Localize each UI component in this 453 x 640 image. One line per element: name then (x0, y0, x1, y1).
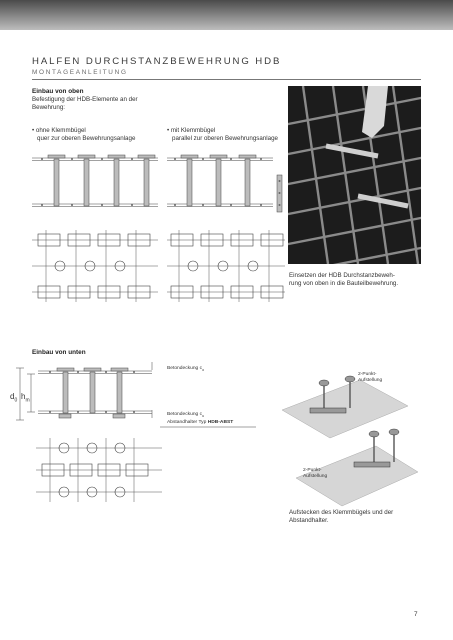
caption-bottom (289, 509, 393, 526)
installation-photo (288, 86, 421, 264)
spacer-leader-line (160, 426, 260, 428)
drawing-plan-left (32, 230, 158, 302)
drawing-elevation-right (167, 150, 293, 215)
option-right (167, 127, 278, 144)
drawing-plan-bottom (36, 438, 162, 502)
dim-inner-subscript: m (25, 397, 30, 404)
option-left-line-1: • ohne Klemmbügel (32, 127, 86, 134)
label-2point-top (358, 372, 382, 384)
photo-caption-line-1: Einsetzen der HDB Durchstanzbeweh- (289, 272, 395, 279)
page-subtitle: MONTAGEANLEITUNG (32, 69, 128, 76)
dim-outer-subscript: 0 (14, 397, 18, 404)
label-spacer-prefix: Abstandhalter Typ (167, 420, 208, 425)
drawing-elevation-bottom (6, 362, 162, 422)
label-cover-bottom-subscript: u (202, 413, 205, 418)
label-cover-top-text: Betondeckung c (167, 366, 203, 371)
label-spacer-type: HDB-ABST (207, 420, 234, 425)
label-cover-bottom (167, 412, 204, 419)
dim-outer-symbol: d (10, 392, 15, 401)
photo-caption-line-2: rung von oben in die Bauteilbewehrung. (289, 280, 399, 288)
drawing-elevation-left (32, 150, 158, 215)
label-2point-bottom-line-2: Aufstellung (303, 474, 328, 479)
option-left (32, 127, 135, 144)
option-right-line-1: • mit Klemmbügel (167, 127, 216, 134)
section-heading-top: Einbau von oben (32, 88, 84, 95)
page-number: 7 (414, 611, 418, 618)
caption-bottom-line-1: Aufstecken des Klemmbügels und der (289, 509, 394, 516)
label-cover-bottom-text: Betondeckung c (167, 412, 203, 417)
drawing-plan-right (167, 230, 293, 302)
label-cover-top-subscript: o (202, 367, 205, 372)
section-intro (32, 96, 138, 113)
caption-bottom-line-2: Abstandhalter. (289, 517, 329, 525)
title-rule (32, 79, 421, 80)
header-bar (0, 0, 453, 30)
option-right-line-2: parallel zur oberen Bewehrungsanlage (172, 135, 278, 143)
option-left-line-2: quer zur oberen Bewehrungsanlage (37, 135, 136, 143)
label-2point-top-line-2: Aufstellung (358, 378, 383, 383)
label-2point-bottom (303, 468, 327, 480)
label-2point-top-line-1: 2-Punkt- (358, 372, 377, 377)
section-heading-bottom: Einbau von unten (32, 349, 86, 356)
dim-inner-symbol: h (21, 392, 26, 401)
label-cover-top (167, 366, 204, 373)
page-title: HALFEN DURCHSTANZBEWEHRUNG HDB (32, 56, 282, 67)
label-2point-bottom-line-1: 2-Punkt- (303, 468, 322, 473)
photo-caption (289, 272, 398, 289)
intro-line-1: Befestigung der HDB-Elemente an der (32, 96, 138, 103)
intro-line-2: Bewehrung: (32, 104, 66, 112)
